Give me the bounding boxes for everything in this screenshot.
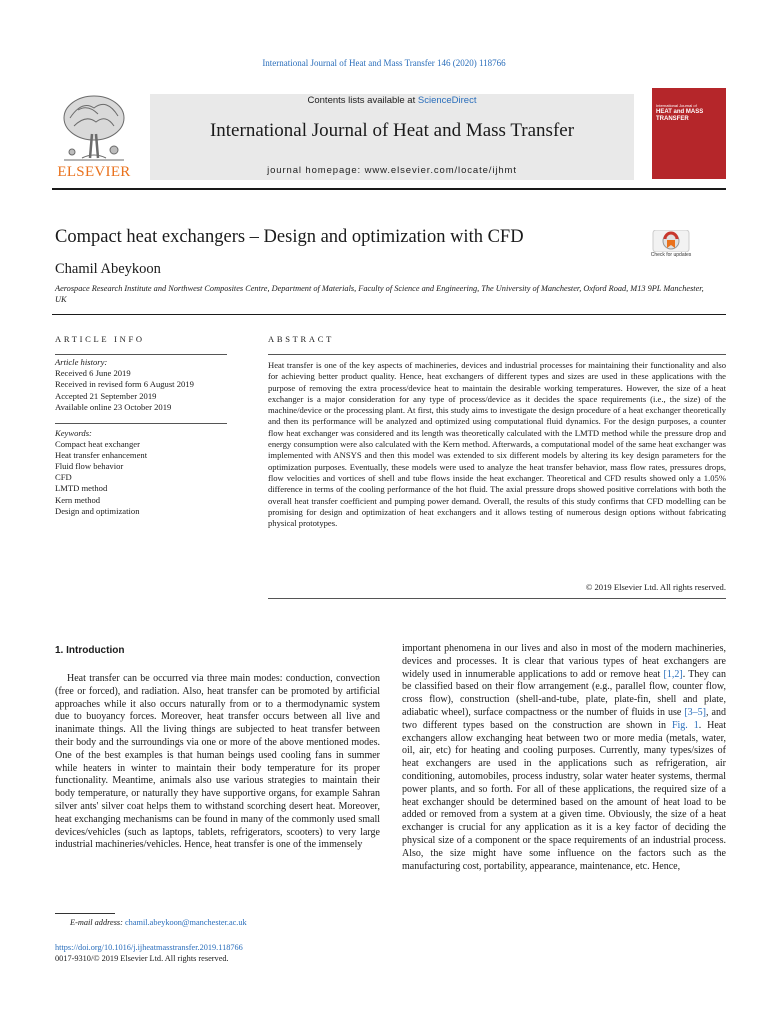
keyword: Kern method xyxy=(55,494,101,505)
history-label: Article history: xyxy=(55,357,108,367)
keyword: Fluid flow behavior xyxy=(55,461,124,472)
journal-cover-image[interactable] xyxy=(652,88,726,179)
elsevier-logo[interactable] xyxy=(52,88,136,184)
footnote-rule xyxy=(55,913,115,914)
journal-title: International Journal of Heat and Mass Transfer xyxy=(209,120,575,141)
contents-line xyxy=(150,95,634,106)
history-item: Received in revised form 6 August 2019 xyxy=(55,379,194,390)
keyword: LMTD method xyxy=(55,483,108,494)
abstract-heading: ABSTRACT xyxy=(268,334,334,344)
body-text: . Heat exchangers allow exchanging heat between two or more media (metals, water, oil, air, etc) for heating and cooling purposes. Currently, many types/sizes of heat exchangers are used in the applications such as refrigeration, air conditioning, automobiles, process industry, solar water heater systems, thermal power plants, and so forth. For all of these applications, the required size of a heat exchanger should be determined based on the amount of heat load to be added or removed from a system at a given time. Obviously, the size of a heat exchanger is crucial for any application as it is a key factor of deciding the physical size of a component or the space requirements of an industrial process. Also, the size might have some influence on the factors such as the manufacturing cost, portability, appearance, maintenance, etc. Hence, xyxy=(402,719,726,872)
introduction-heading: 1. Introduction xyxy=(55,645,125,656)
author-name[interactable]: Chamil Abeykoon xyxy=(55,261,161,277)
email-link[interactable]: chamil.abeykoon@manchester.ac.uk xyxy=(125,918,247,927)
cover-line: TRANSFER xyxy=(656,116,689,122)
keywords-label: Keywords: xyxy=(55,428,92,438)
issn-copyright: 0017-9310/© 2019 Elsevier Ltd. All rights reserved. xyxy=(55,954,229,963)
abstract-rule-bottom xyxy=(268,598,726,599)
author-footnote xyxy=(70,918,247,927)
keyword: Design and optimization xyxy=(55,505,140,516)
citation-link[interactable]: [1,2] xyxy=(663,668,683,680)
journal-reference-link[interactable]: International Journal of Heat and Mass Transfer 146 (2020) 118766 xyxy=(262,58,506,68)
abstract-copyright: © 2019 Elsevier Ltd. All rights reserved. xyxy=(585,582,726,592)
article-history xyxy=(55,357,194,413)
sciencedirect-link[interactable]: ScienceDirect xyxy=(417,95,477,106)
abstract-rule xyxy=(268,354,726,355)
badge-label: Check for updates xyxy=(650,252,692,258)
email-label: E-mail address: xyxy=(70,918,125,927)
history-item: Received 6 June 2019 xyxy=(55,368,131,379)
publisher-name: ELSEVIER xyxy=(57,164,131,180)
keyword: Heat transfer enhancement xyxy=(55,450,148,461)
contents-prefix: Contents lists available at xyxy=(307,95,418,106)
homepage-url-link[interactable]: www.elsevier.com/locate/ijhmt xyxy=(364,165,517,176)
cover-line: International Journal of xyxy=(656,103,697,108)
homepage-prefix: journal homepage: xyxy=(267,165,365,176)
journal-homepage xyxy=(150,165,634,176)
figure-link[interactable]: Fig. 1 xyxy=(671,719,699,731)
keywords-list xyxy=(55,428,147,517)
info-rule xyxy=(55,423,227,424)
cover-title xyxy=(656,103,722,123)
bookmark-icon xyxy=(652,230,690,252)
history-item: Accepted 21 September 2019 xyxy=(55,390,157,401)
abstract-text: Heat transfer is one of the key aspects of machineries, devices and industrial processes for maintaining their functionality and also for achieving better product quality. Hence, heat exchangers of different types and sizes are used in these applications with the purpose of removing the extra process/device heat to maintain the desirable working temperatures. However, the size of a heat exchanger is a major consideration for any type of process/device as it decides the space requirements (i.e., the size) of the machine/device or the processing plant. At first, this study aims to investigate the design procedure of a heat exchanger theoretically and then its performance will be analyzed and optimized using computational fluid dynamics. For the design purposes, a counter flow heat exchanger was considered and its length was theoretically calculated with the LMTD method while the pressure drop and energy consumption were also calculated with the Kern method. Afterwards, a computational model of the same heat exchanger was implemented with ANSYS and then this model was extended to six different models by altering its key design parameters for the optimization purposes. Eventually, these models were used to analyze the heat transfer behavior, mass flow rates, pressures drops, flow velocities and vortices of shell and tube flows inside the heat exchanger. Theoretical and CFD results showed only a 1.05% difference in terms of the cooling performance of the hot fluid. The axial pressure drops showed positive correlations with both the overall heat transfer coefficient and pumping power demand. Overall, the results of this study confirms that CFD modelling can be promising for design and optimization of heat exchangers and it allows testing of numerous design options without fabricating physical prototypes. xyxy=(268,360,726,529)
keyword: Compact heat exchanger xyxy=(55,439,140,450)
header-rule xyxy=(52,188,726,190)
body-text: . They can be classified based on their flow arrangement (e.g., parallel flow, counter flow, cross flow), construction (shell-and-tube, plate, plate-fin, shell and plate, adiabatic wheel), surface compactness or the number of fluids in use xyxy=(402,668,726,718)
history-item: Available online 23 October 2019 xyxy=(55,401,172,412)
body-column-left: Heat transfer can be occurred via three main modes: conduction, convection (free or forced), and radiation. Also, heat transfer can be promoted by artificial approaches while it also occurs naturally from or to a thermodynamic system due to buoyancy forces. Moreover, heat transfer occurs between all live and inanimate things. All the living things are subjected to heat transfer between their body and the surroundings via one or more of the above mentioned modes. One of the best examples is that human beings used cooling fans in summer while heaters in winter to maintain their body temperature for its proper functionality. Meantime, animals also use various strategies to maintain their body temperature, or naturally they have supportive organs, for example Sahran silver ants' silver coat helps them to withstand scorching desert heat. Moreover, heat exchanging mechanisms can be found in many of the commonly used small devices/vehicles (such as laptops, tablets, refrigerators, scooters) to very large industrial machineries/vehicles. Hence, heat transfer is one of the immensely xyxy=(55,673,380,851)
doi-block xyxy=(55,942,243,964)
cover-line: HEAT and MASS xyxy=(656,109,704,115)
body-text: , and two different types based on the construction are shown in xyxy=(402,706,726,731)
title-rule xyxy=(52,314,726,315)
body-column-right xyxy=(402,643,726,873)
check-for-updates-badge[interactable] xyxy=(652,230,690,268)
doi-link[interactable]: https://doi.org/10.1016/j.ijheatmasstransfer.2019.118766 xyxy=(55,943,243,952)
article-info-heading: ARTICLE INFO xyxy=(55,334,145,344)
keyword: CFD xyxy=(55,472,72,483)
body-text: important phenomena in our lives and also in most of the modern machineries, devices and processes. It is clear that various types of heat exchangers are widely used in innumerable applications to add or remove heat xyxy=(402,643,726,680)
citation-link[interactable]: [3–5] xyxy=(684,706,707,718)
author-affiliation: Aerospace Research Institute and Northwest Composites Centre, Department of Materials, Faculty of Science and Engineering, The University of Manchester, Oxford Road, M13 9PL Manchester, UK xyxy=(55,284,704,304)
paper-title: Compact heat exchangers – Design and optimization with CFD xyxy=(55,227,524,247)
info-rule xyxy=(55,354,227,355)
